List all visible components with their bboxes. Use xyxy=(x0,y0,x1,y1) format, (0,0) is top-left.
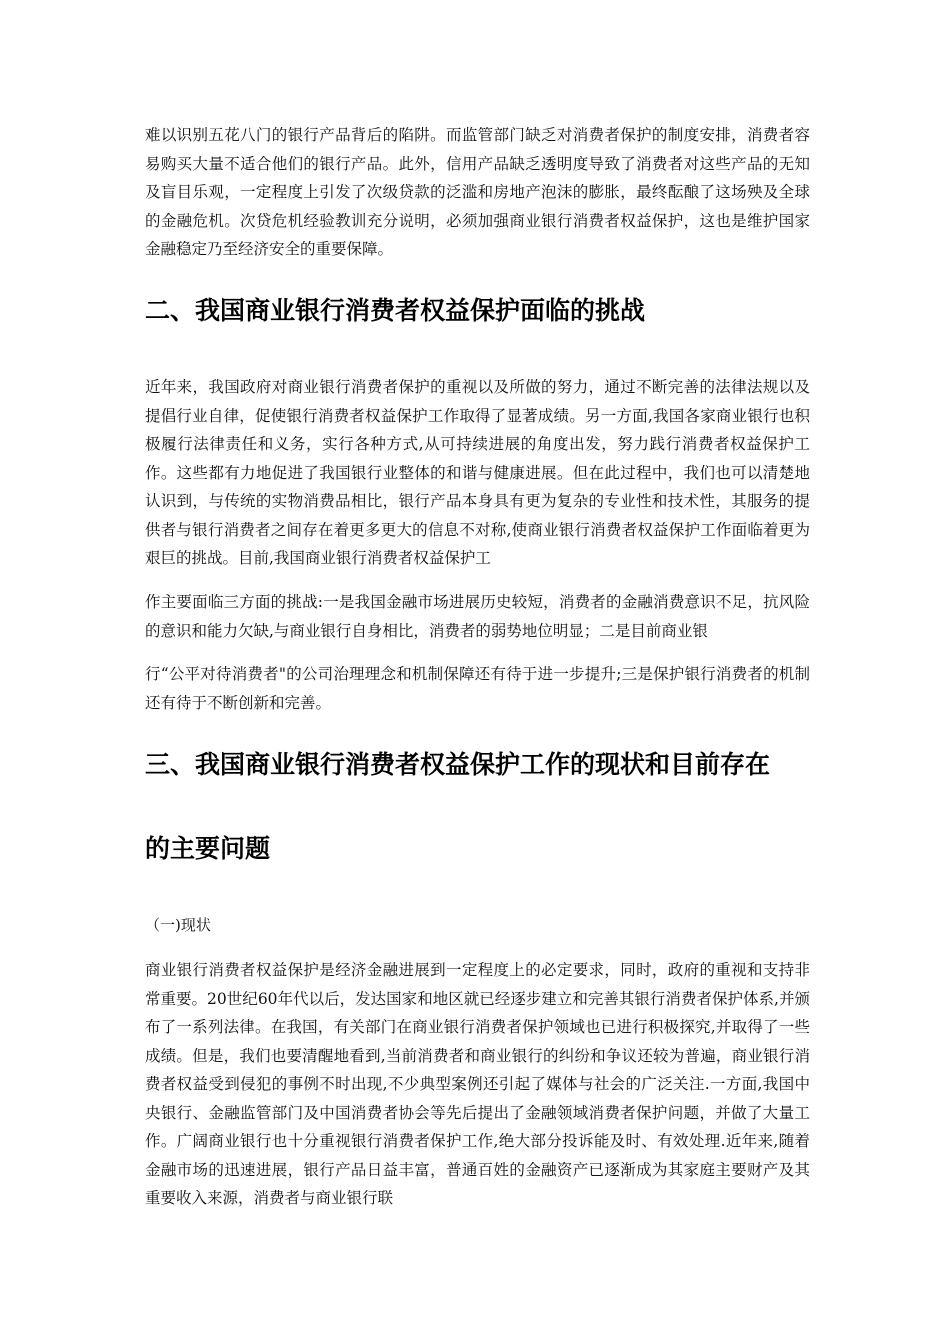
section-heading-3-line2: 的主要问题 xyxy=(145,834,271,863)
paragraph-challenges: 近年来，我国政府对商业银行消费者保护的重视以及所做的努力，通过不断完善的法律法规以及提倡行业自律，促使银行消费者权益保护工作取得了显著成绩。另一方面,我国各家商业银行也积极履行法律责任和义务，实行各种方式,从可持续进展的角度出发，努力践行消费者权益保护工作。这些都有力地促进了我国银行业整体的和谐与健康进展。但在此过程中，我们也可以清楚地认识到，与传统的实物消费品相比，银行产品本身具有更为复杂的专业性和技术性，其服务的提供者与银行消费者之间存在着更多更大的信息不对称,使商业银行消费者权益保护工作面临着更为艰巨的挑战。目前,我国商业银行消费者权益保护工 xyxy=(145,378,810,567)
section-heading-2: 二、我国商业银行消费者权益保护面临的挑战 xyxy=(145,296,646,325)
subsection-heading: （一)现状 xyxy=(145,916,211,934)
paragraph-intro: 难以识别五花八门的银行产品背后的陷阱。而监管部门缺乏对消费者保护的制度安排，消费者容易购买大量不适合他们的银行产品。此外，信用产品缺乏透明度导致了消费者对这些产品的无知及盲目乐观，一定程度上引发了次级贷款的泛滥和房地产泡沫的膨胀，最终酝酿了这场殃及全球的金融危机。次贷危机经验教训充分说明，必须加强商业银行消费者权益保护，这也是维护国家金融稳定乃至经济安全的重要保障。 xyxy=(145,126,810,258)
section-heading-3-line1: 三、我国商业银行消费者权益保护工作的现状和目前存在 xyxy=(145,750,771,779)
paragraph-status: 商业银行消费者权益保护是经济金融进展到一定程度上的必定要求，同时，政府的重视和支持非常重要。20世纪60年代以后，发达国家和地区就已经逐步建立和完善其银行消费者保护体系,并颁布了一系列法律。在我国，有关部门在商业银行消费者保护领域也已进行积极探究,并取得了一些成绩。但是，我们也要清醒地看到,当前消费者和商业银行的纠纷和争议还较为普遍，商业银行消费者权益受到侵犯的事例不时出现,不少典型案例还引起了媒体与社会的广泛关注.一方面,我国中央银行、金融监管部门及中国消费者协会等先后提出了金融领域消费者保护问题，并做了大量工作。广阔商业银行也十分重视银行消费者保护工作,绝大部分投诉能及时、有效处理.近年来,随着金融市场的迅速进展，银行产品日益丰富，普通百姓的金融资产已逐渐成为其家庭主要财产及其重要收入来源，消费者与商业银行联 xyxy=(145,961,810,1207)
paragraph-challenges-end: 行“公平对待消费者"的公司治理理念和机制保障还有待于进一步提升;三是保护银行消费者的机制还有待于不断创新和完善。 xyxy=(145,665,810,712)
paragraph-challenges-cont: 作主要面临三方面的挑战:一是我国金融市场进展历史较短，消费者的金融消费意识不足，抗风险的意识和能力欠缺,与商业银行自身相比，消费者的弱势地位明显；二是目前商业银 xyxy=(145,593,810,640)
